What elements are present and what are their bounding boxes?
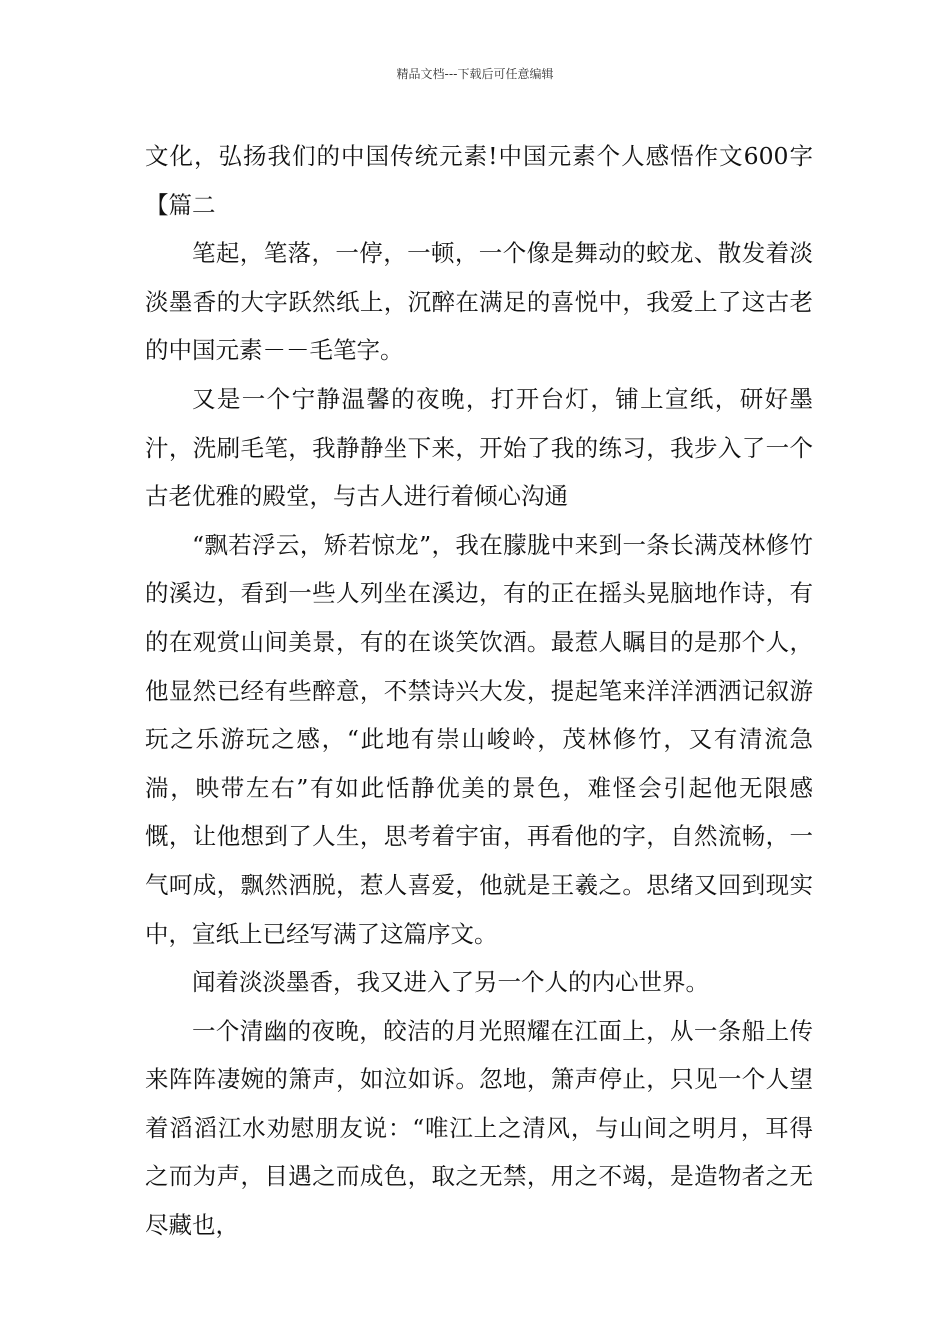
paragraph-wang-xizhi: “飘若浮云，矫若惊龙”，我在朦胧中来到一条长满茂林修竹的溪边，看到一些人列坐在溪边，有的正在摇头晃脑地作诗，有的在观赏山间美景，有的在谈笑饮酒。最惹人瞩目的是那个人，他显然已经有些醉意，不禁诗兴大发，提起笔来洋洋洒洒记叙游玩之乐游玩之感，“此地有崇山峻岭，茂林修竹，又有清流急湍，映带左右”有如此恬静优美的景色，难怪会引起他无限感慨，让他想到了人生，思考着宇宙，再看他的字，自然流畅，一气呵成，飘然洒脱，惹人喜爱，他就是王羲之。思绪又回到现实中，宣纸上已经写满了这篇序文。 (145, 530, 813, 948)
paragraph-evening-practice: 又是一个宁静温馨的夜晚，打开台灯，铺上宣纸，研好墨汁，洗刷毛笔，我静静坐下来，开始了我的练习，我步入了一个古老优雅的殿堂，与古人进行着倾心沟通 (145, 384, 813, 511)
paragraph-continuation: 文化，弘扬我们的中国传统元素!中国元素个人感悟作文600字【篇二 (145, 142, 813, 219)
paragraph-moonlit-river: 一个清幽的夜晚，皎洁的月光照耀在江面上，从一条船上传来阵阵凄婉的箫声，如泣如诉。忽地，箫声停止，只见一个人望着滔滔江水劝慰朋友说：“唯江上之清风，与山间之明月，耳得之而为声，目遇之而成色，取之无禁，用之不竭，是造物者之无尽藏也， (145, 1016, 813, 1240)
paragraph-calligraphy-intro: 笔起，笔落，一停，一顿，一个像是舞动的蛟龙、散发着淡淡墨香的大字跃然纸上，沉醉在满足的喜悦中，我爱上了这古老的中国元素－－毛笔字。 (145, 239, 813, 365)
page-header: 精品文档---下载后可任意编辑 (396, 67, 554, 81)
document-body (145, 132, 813, 1250)
paragraph-transition: 闻着淡淡墨香，我又进入了另一个人的内心世界。 (192, 968, 709, 997)
